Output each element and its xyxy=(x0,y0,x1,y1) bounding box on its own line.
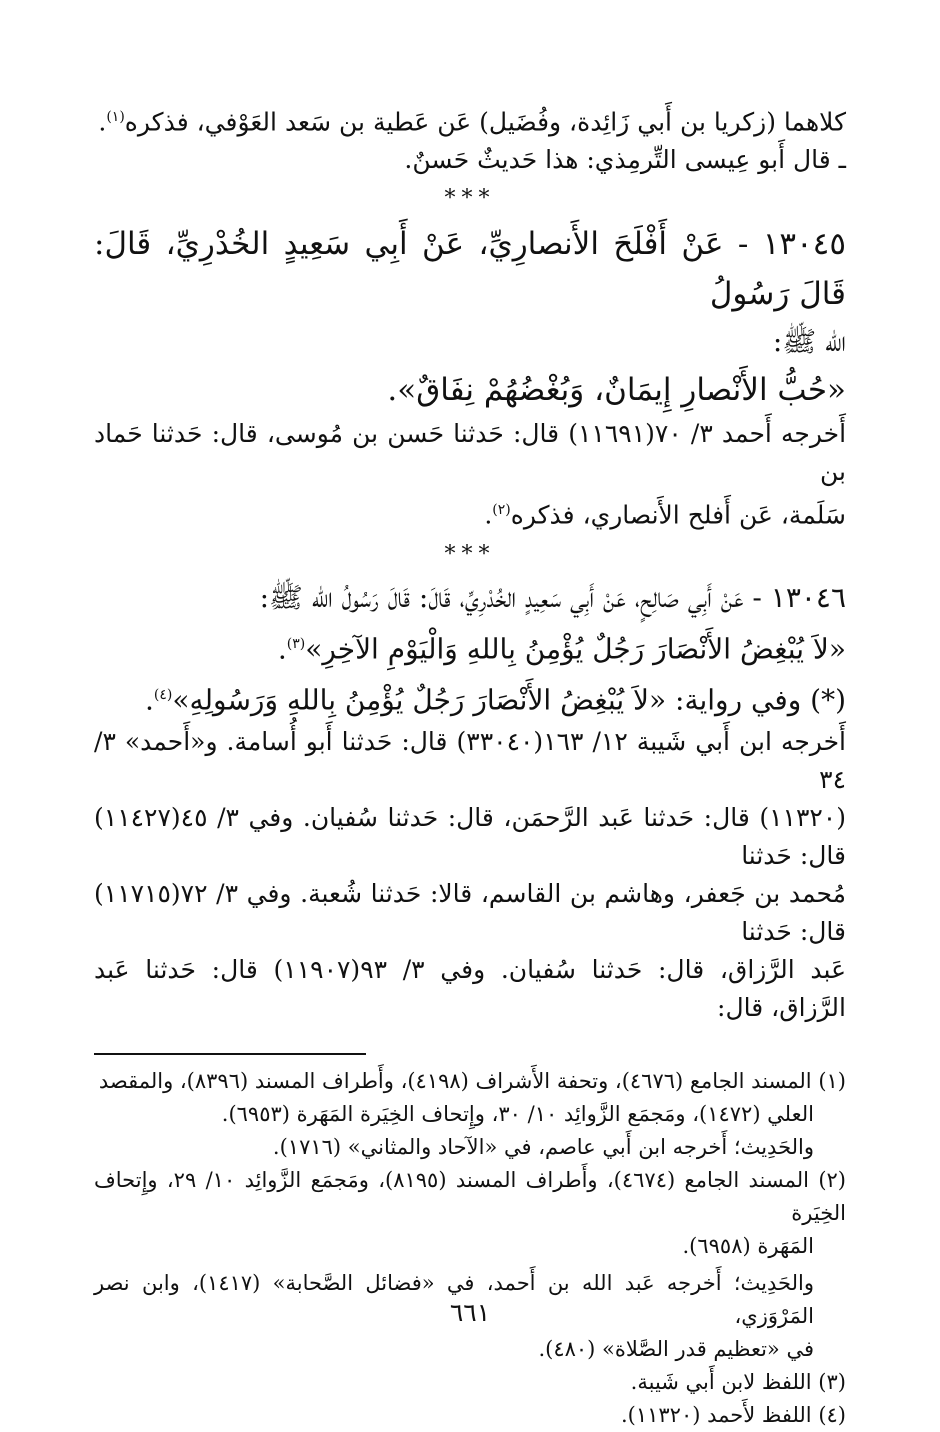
hadith-13045-matn: «حُبُّ الأَنْصارِ إِيمَانٌ، وَبُغْضُهُمْ نِفَاقٌ». xyxy=(387,372,846,409)
footnote-1-line-1: (١) المسند الجامع (٤٦٧٦)، وتحفة الأَشراف (٤١٩٨)، وأَطراف المسند (٨٣٩٦)، والمقصد xyxy=(98,1069,846,1094)
punctuation: . xyxy=(277,631,287,665)
footnote-1-line-2: العلي (١٤٧٢)، ومَجمَع الزَّوائِد ١٠/ ٣٠، وإِتحاف الخِيَرة المَهَرة (٦٩٥٣). xyxy=(221,1102,814,1127)
punctuation: . xyxy=(98,107,107,137)
punctuation: . xyxy=(144,683,154,717)
takhrij-13045-line-2 xyxy=(94,491,846,534)
footnote-4: (٤) اللفظ لأَحمد (١١٣٢٠). xyxy=(620,1403,846,1428)
footnote-2-line-2: المَهَرة (٦٩٥٨). xyxy=(682,1234,814,1259)
section-separator-stars: *** xyxy=(444,186,496,212)
footnote-2-line-1: (٢) المسند الجامع (٤٦٧٤)، وأَطراف المسند (٨١٩٥)، ومَجمَع الزَّوائِد ١٠/ ٢٩، وإِتحاف الخِيَرة xyxy=(94,1168,846,1226)
page-body xyxy=(94,98,846,1432)
footnote-separator xyxy=(94,1053,366,1055)
footnote-ref-4[interactable]: (٤) xyxy=(153,686,173,703)
takhrij-13045-line-1: أَخرجه أَحمد ٣/ ٧٠(١١٦٩١) قال: حَدثنا حَسن بن مُوسى، قال: حَدثنا حَماد بن xyxy=(94,419,847,487)
section-separator-stars: *** xyxy=(444,541,496,567)
takhrij-text: سَلَمة، عَن أَفلح الأَنصاري، فذكره xyxy=(510,500,846,530)
footnote-1-line-3: والحَدِيث؛ أَخرجه ابن أَبي عاصم، في «الآحاد والمثاني» (١٧١٦). xyxy=(272,1135,814,1160)
footnote-2-line-4: في «تعظيم قدر الصَّلاة» (٤٨٠). xyxy=(538,1337,814,1362)
takhrij-13046-line-2: (١١٣٢٠) قال: حَدثنا عَبد الرَّحمَن، قال: حَدثنا سُفيان. وفي ٣/ ٤٥(١١٤٢٧) قال: حَدثنا xyxy=(94,803,846,871)
footnotes xyxy=(94,1065,846,1432)
takhrij-13046-line-4: عَبد الرَّزاق، قال: حَدثنا سُفيان. وفي ٣/ ٩٣(١١٩٠٧) قال: حَدثنا عَبد الرَّزاق، قال: xyxy=(94,955,846,1023)
takhrij-13046-line-3: مُحمد بن جَعفر، وهاشم بن القاسم، قالا: حَدثنا شُعبة. وفي ٣/ ٧٢(١١٧١٥) قال: حَدثنا xyxy=(94,879,846,947)
riwaya-text: (*) وفي رواية: «لاَ يُبْغِضُ الأَنْصَارَ رَجُلٌ يُؤْمِنُ بِاللهِ وَرَسُولِهِ» xyxy=(172,683,846,717)
hadith-13045-header-cont: الله ﷺ: xyxy=(772,325,846,359)
footnote-ref-3[interactable]: (٣) xyxy=(286,635,306,652)
takhrij-13046-line-1: أَخرجه ابن أَبي شَيبة ١٢/ ١٦٣(٣٣٠٤٠) قال: حَدثنا أَبو أُسامة. و«أَحمد» ٣/ ٣٤ xyxy=(94,727,847,795)
footnote-3: (٣) اللفظ لابن أَبي شَيبة. xyxy=(630,1370,846,1395)
punctuation: . xyxy=(484,500,493,530)
hadith-13046-matn xyxy=(94,621,846,672)
riwaya-variant xyxy=(94,672,846,723)
footnote-ref-1[interactable]: (١) xyxy=(106,109,125,125)
page-number: ٦٦١ xyxy=(449,1298,491,1327)
hadith-13045-header: ١٣٠٤٥ - عَنْ أَفْلَحَ الأَنصارِيِّ، عَنْ أَبِي سَعِيدٍ الخُدْرِيِّ، قَالَ: قَالَ رَسُولُ xyxy=(94,226,846,313)
narration-text: كلاهما (زكريا بن أَبي زَائِدة، وفُضَيل) عَن عَطية بن سَعد العَوْفي، فذكره xyxy=(124,107,846,137)
footnote-ref-2[interactable]: (٢) xyxy=(492,502,511,519)
body-line-1 xyxy=(94,98,846,141)
tirmidhi-comment: ـ قال أَبو عِيسى التِّرمِذي: هذا حَديثٌ حَسنٌ. xyxy=(404,145,846,175)
footnote-2-line-3: والحَدِيث؛ أَخرجه عَبد الله بن أَحمد، في «فضائل الصَّحابة» (١٤١٧)، وابن نصر المَرْوَزي، xyxy=(94,1271,814,1329)
hadith-13046-header: ١٣٠٤٦ - عَنْ أَبِي صَالِحٍ، عَنْ أَبِي سَعِيدٍ الخُدْرِيِّ، قَالَ: قَالَ رَسُولُ الله ﷺ: xyxy=(259,580,846,614)
matn-text: «لاَ يُبْغِضُ الأَنْصَارَ رَجُلٌ يُؤْمِنُ بِاللهِ وَالْيَوْمِ الآخِرِ» xyxy=(305,631,846,665)
